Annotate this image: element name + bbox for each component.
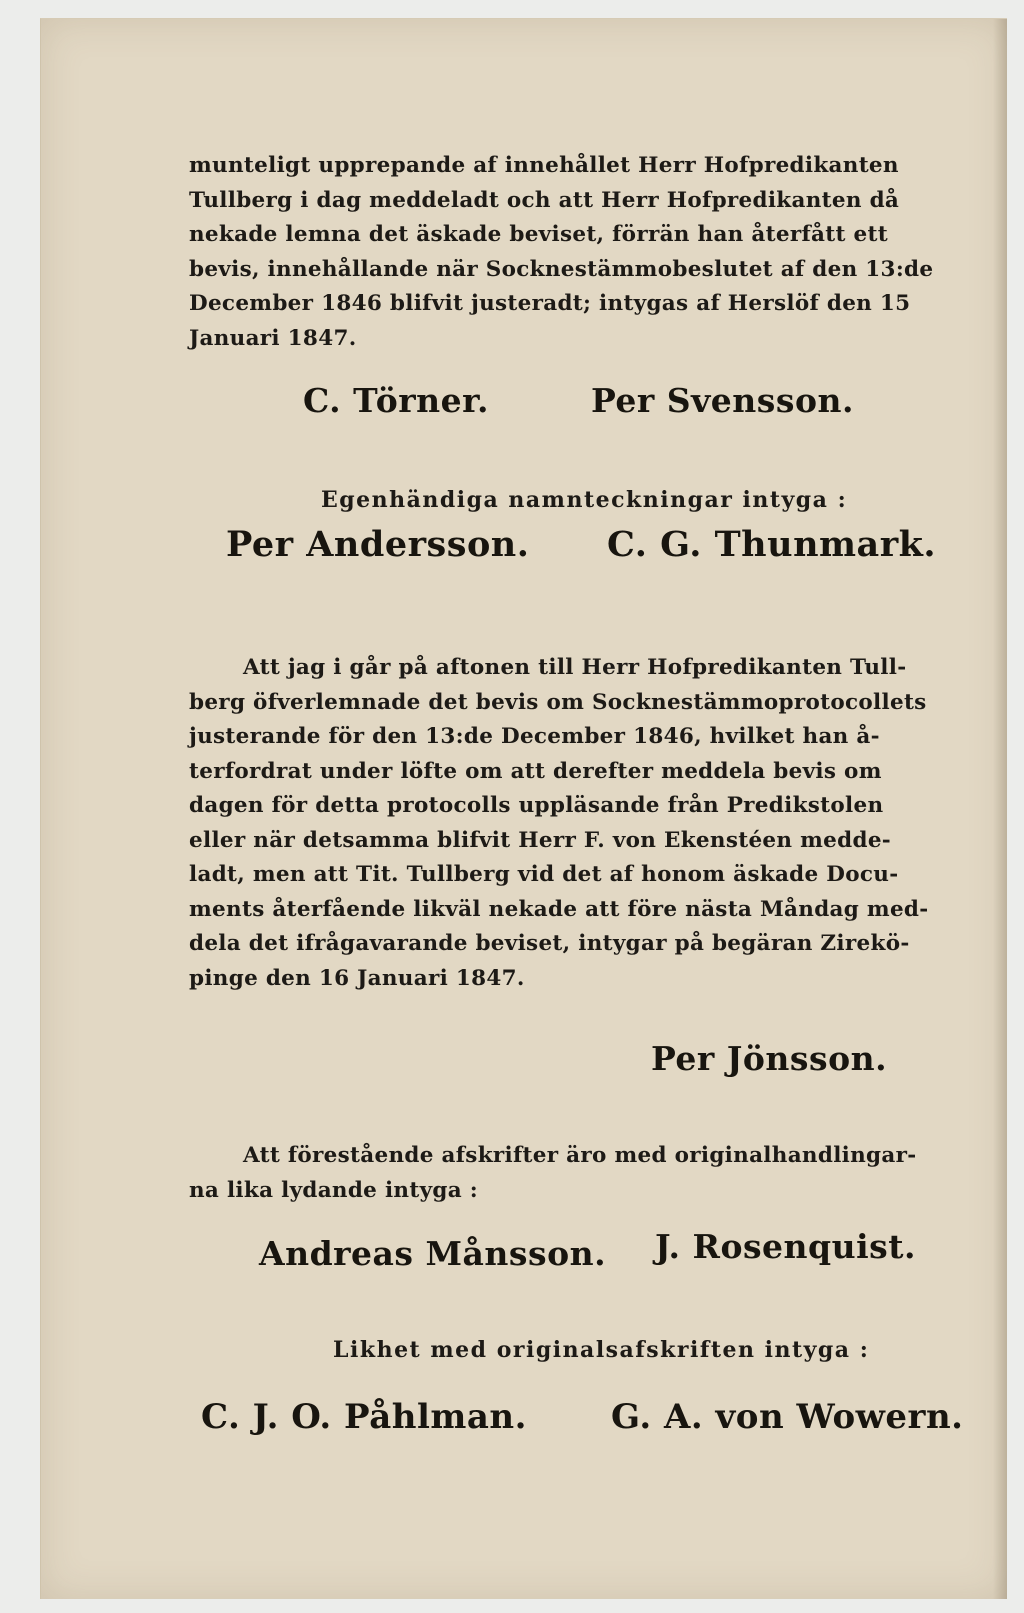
signature-andreas-mansson: Andreas Månsson. [259,1234,607,1273]
paragraph-1-line: Januari 1847. [189,325,357,351]
signature-c-j-o-pahlman: C. J. O. Påhlman. [201,1397,527,1437]
paragraph-2-line: dela det ifrågavarande beviset, intygar på begäran Zirekö- [189,931,910,956]
paragraph-1-line: nekade lemna det äskade beviset, förrän han återfått ett [189,222,888,247]
paragraph-2 [189,651,989,996]
paragraph-1-line: December 1846 blifvit justeradt; intygas af Herslöf den 15 [189,291,911,316]
signature-g-a-von-wowern: G. A. von Wowern. [611,1397,964,1437]
signature-per-svensson: Per Svensson. [591,381,854,420]
paragraph-2-line: berg öfverlemnade det bevis om Socknestämmoprotocollets [189,689,927,715]
attestation-1: Egenhändiga namnteckningar intyga : [321,487,848,513]
paragraph-3 [189,1139,989,1208]
signature-per-andersson: Per Andersson. [226,524,530,565]
paragraph-2-line: ments återfående likväl nekade att före nästa Måndag med- [189,896,929,922]
signature-j-rosenquist: J. Rosenquist. [655,1227,916,1266]
attestation-2: Likhet med originalsafskriften intyga : [333,1337,870,1363]
paragraph-2-line: Att jag i går på aftonen till Herr Hofpredikanten Tull- [243,655,907,680]
paragraph-2-line: ladt, men att Tit. Tullberg vid det af honom äskade Docu- [189,862,899,887]
paragraph-1-line: Tullberg i dag meddeladt och att Herr Hofpredikanten då [189,187,900,213]
paragraph-1-line: bevis, innehållande när Socknestämmobeslutet af den 13:de [189,256,934,282]
paragraph-1-line: munteligt upprepande af innehållet Herr Hofpredikanten [189,153,899,178]
paragraph-2-line: terfordrat under löfte om att derefter meddela bevis om [189,758,882,784]
paragraph-2-line: eller när detsamma blifvit Herr F. von Ekenstéen medde- [189,827,892,853]
paragraph-3-line: Att förestående afskrifter äro med originalhandlingar- [243,1143,917,1168]
paragraph-2-line: justerande för den 13:de December 1846, hvilket han å- [189,724,880,749]
signature-c-g-thunmark: C. G. Thunmark. [607,524,937,565]
document-page [40,18,1007,1599]
signature-per-jonsson: Per Jönsson. [651,1039,888,1078]
paragraph-2-line: dagen för detta protocolls uppläsande från Predikstolen [189,793,884,818]
paragraph-3-line: na lika lydande intyga : [189,1177,478,1203]
signature-c-torner: C. Törner. [303,381,489,420]
paragraph-2-line: pinge den 16 Januari 1847. [189,965,525,991]
paragraph-1 [189,149,989,356]
